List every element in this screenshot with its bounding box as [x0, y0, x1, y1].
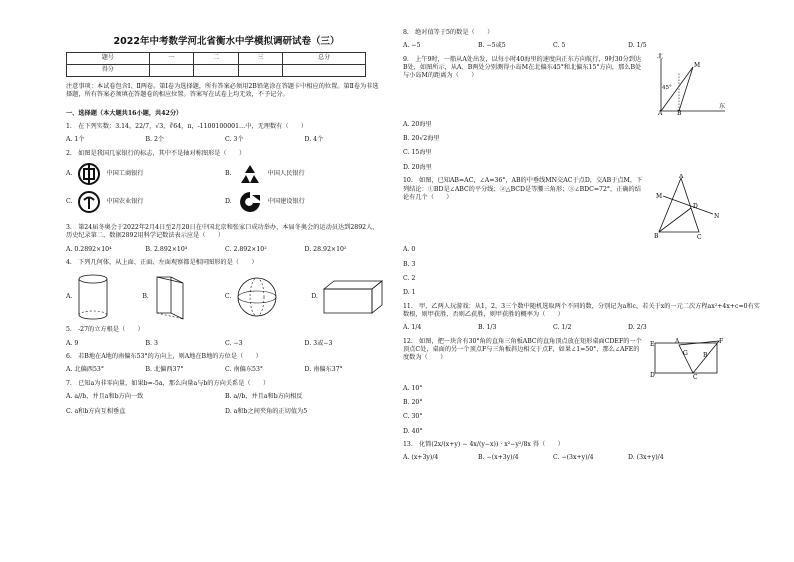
option[interactable]: D. 1/5 [628, 42, 647, 50]
option[interactable]: C. 南偏东53° [225, 366, 263, 374]
question-9-block [403, 51, 784, 115]
option-prism[interactable] [142, 273, 193, 321]
option[interactable]: A. 10° [403, 384, 423, 392]
option[interactable]: C. 2 [403, 274, 416, 282]
option-letter: C. [66, 197, 73, 205]
option[interactable]: D. 2/3 [628, 324, 647, 332]
ccb-logo-icon [238, 191, 262, 213]
question-1: 1. 在下列实数：3.14，22/7，√3，∛64，π，-1100100001…中，无理数有（ ） [66, 122, 308, 130]
option[interactable]: C. 3个 [225, 136, 244, 144]
question-6: 6. 若B地在A地的南偏东53°的方向上，则A地在B地的方位是（ ） [66, 353, 262, 361]
option-letter: A. [66, 169, 73, 177]
q12-figure [649, 335, 729, 379]
option[interactable]: B. a//b，并且a和b方向相反 [225, 393, 303, 401]
option[interactable]: D. a和b之间夹角的正切值为5 [225, 407, 308, 415]
abc-logo-icon [78, 191, 100, 213]
option[interactable]: D. 南偏东37° [304, 366, 343, 374]
option[interactable]: B. 20√2海里 [403, 135, 440, 143]
option[interactable]: B. 北偏西37° [145, 366, 184, 374]
score-cell[interactable] [283, 64, 366, 76]
option[interactable]: A. 20海里 [403, 120, 432, 128]
option[interactable]: D. 40° [403, 427, 423, 435]
option[interactable]: A. 9 [66, 339, 79, 347]
icbc-logo-icon [78, 163, 100, 185]
label-D: D [693, 203, 698, 211]
option-ccb[interactable] [225, 191, 384, 213]
option[interactable]: B. 2个 [145, 136, 165, 144]
label-A: A [675, 337, 680, 345]
option[interactable]: C. −3 [225, 339, 243, 347]
option-letter: A. [66, 293, 73, 301]
option[interactable]: D. 3或−3 [304, 339, 333, 347]
option[interactable]: A. 北偏西53° [66, 366, 104, 374]
option[interactable]: B. 3 [403, 260, 416, 268]
option[interactable]: B. 3 [145, 339, 158, 347]
sphere-icon [235, 275, 279, 319]
score-cell[interactable] [238, 64, 283, 76]
question-10-options [403, 246, 784, 297]
label-G: G [683, 349, 688, 357]
question-7: 7. 已知a为非零向量，如果b=-5a，那么向量a与b的方向关系是（ ） [66, 379, 270, 387]
label-E: E [650, 340, 655, 348]
question-12-block [403, 333, 784, 379]
label-D: D [650, 371, 655, 379]
option[interactable]: C. −(3x+y)/4 [553, 454, 594, 462]
label-A: A [679, 174, 684, 181]
option[interactable]: A. 1个 [66, 136, 85, 144]
bank-name: 中国建设银行 [267, 197, 305, 205]
option-cuboid[interactable] [311, 279, 386, 315]
score-cell[interactable] [194, 64, 239, 76]
label-north: 北 [657, 52, 664, 60]
triangular-prism-icon [153, 273, 193, 321]
option[interactable]: B. −(x+3y)/4 [478, 454, 519, 462]
option[interactable]: A. (x+3y)/4 [403, 454, 439, 462]
label-angle: 45° [662, 84, 672, 91]
option[interactable]: D. 20海里 [403, 163, 432, 171]
section-heading: 一、选择题（本大题共16小题，共42分） [66, 109, 183, 117]
question-6-options [66, 366, 384, 374]
option[interactable]: A. a//b，并且a和b方向一致 [66, 393, 144, 401]
option-sphere[interactable] [225, 275, 279, 319]
cuboid-icon [322, 279, 386, 315]
score-table [66, 52, 366, 77]
question-7-options [66, 393, 384, 422]
score-row-label: 得分 [67, 64, 150, 76]
question-3-options [66, 246, 384, 254]
q9-figure [649, 53, 729, 115]
instructions: 注意事项：本试卷包含Ⅰ、Ⅱ两卷。第Ⅰ卷为选择题，所有答案必须用2B铅笔涂在答题卡中相应的位置。第Ⅱ卷为非选择题，所有答案必须填在答题卷的相应位置。答案写在试卷上均无效，不予记分。 [66, 82, 379, 99]
option-letter: D. [311, 293, 318, 301]
option[interactable]: B. 20° [403, 399, 423, 407]
option[interactable]: C. 15海里 [403, 149, 432, 157]
question-4-options [66, 273, 386, 321]
label-C: C [693, 373, 698, 379]
option-pboc[interactable] [225, 163, 384, 185]
option-abc[interactable] [66, 191, 225, 213]
q10-figure [651, 174, 723, 240]
option-letter: D. [225, 197, 232, 205]
option[interactable]: D. 1 [403, 289, 416, 297]
question-10-block [403, 172, 784, 240]
score-cell[interactable] [149, 64, 194, 76]
score-header-cell: 三 [238, 52, 283, 64]
question-11-options [403, 324, 703, 332]
question-2: 2. 如图是我国几家银行的标志，其中不是轴对称图形是（ ） [66, 149, 246, 157]
option-icbc[interactable] [66, 163, 225, 185]
option[interactable]: A. −5 [403, 42, 421, 50]
score-header-cell: 题号 [67, 52, 150, 64]
option[interactable]: D. (3x+y)/4 [628, 454, 664, 462]
question-2-options [66, 163, 384, 219]
option[interactable]: C. 30° [403, 413, 423, 421]
option-letter: B. [142, 293, 149, 301]
bank-name: 中国农业银行 [106, 197, 144, 205]
option-cylinder[interactable] [66, 273, 110, 321]
option[interactable]: D. 4个 [304, 136, 324, 144]
option[interactable]: C. 2.892×10² [225, 245, 267, 253]
question-9: 9. 上午9时，一船从A处出发，以每小时40海里的速度向正东方向航行，9时30分到达B处，如图所示，从A、B两处分别测得小岛M在北偏东45°和北偏东15°方向，那么B处与小岛M的距离为（ ） [403, 55, 642, 80]
question-13: 13. 化简(2x/(x+y) − 4x/(y−x)) · x²−y²/8x 得（ ） [403, 441, 564, 449]
question-5-options [66, 340, 384, 348]
option[interactable]: C. 1/2 [553, 324, 572, 332]
cylinder-icon [76, 273, 110, 321]
question-8-options [403, 42, 703, 50]
question-8: 8. 绝对值等于5的数是（ ） [403, 29, 494, 36]
right-page [397, 0, 794, 562]
bank-name: 中国工商银行 [106, 169, 144, 177]
question-11: 11. 甲、乙两人玩游戏：从1，2，3三个数中随机选取两个不同的数，分别记为a和c，若关于x的一元二次方程ax²+4x+c=0有实数根，则甲获胜，否则乙获胜，则甲获胜的概率为（ ） [403, 302, 760, 318]
option[interactable]: C. 5 [553, 42, 566, 50]
label-M: M [656, 193, 663, 201]
score-header-cell: 一 [149, 52, 194, 64]
option[interactable]: A. 1/4 [403, 324, 422, 332]
question-12: 12. 如图，把一块含有30°角的直角三角板ABC的直角顶点放在矩形桌面CDEF的一个顶点C处，桌面的另一个顶点F与三角板斜边相交于点F，如果∠1=50°，那么∠AFE的度数为（ ） [403, 337, 642, 362]
option-letter: B. [225, 169, 232, 177]
question-3: 3. 第24届冬奥会于2022年2月4日至2月20日在中国北京和张家口成功举办，本届冬奥会的运动员达到2892人，历史纪录第二，数据2892用科学记数法表示应是（ ） [66, 223, 379, 240]
score-header-cell: 二 [194, 52, 239, 64]
label-B: B [677, 109, 682, 115]
label-C: C [697, 234, 702, 241]
question-4: 4. 下列几何体，从上面、正面、左面观察都是相同图形的是（ ） [66, 259, 258, 267]
score-header-cell: 总分 [283, 52, 366, 64]
label-east: 东 [719, 102, 726, 110]
question-1-options [66, 136, 384, 144]
option[interactable]: B. −5或5 [478, 42, 506, 50]
option[interactable]: A. 0 [403, 246, 416, 254]
question-10: 10. 如图，已知AB=AC，∠A=36°，AB的中垂线MN交AC于点D，交AB于点M，下列结论：①BD是∠ABC的平分线；②△BCD是等腰三角形；③∠BDC=72°，正确的结论有几个（ ） [403, 177, 643, 201]
question-5: 5. -27的立方根是（ ） [66, 326, 144, 334]
option[interactable]: B. 1/3 [478, 324, 497, 332]
label-A: A [658, 109, 663, 115]
question-13-options [403, 454, 703, 462]
question-9-options [403, 121, 784, 172]
label-N: N [714, 213, 720, 221]
label-M: M [694, 61, 701, 69]
option-letter: C. [224, 293, 232, 301]
option[interactable]: B. 2.892×10³ [145, 245, 188, 253]
exam-title: 2022年中考数学河北省衡水中学模拟调研试卷（三） [113, 36, 340, 47]
option[interactable]: A. 0.2892×10⁴ [66, 245, 112, 253]
bank-name: 中国人民银行 [267, 169, 305, 177]
option[interactable]: C. a和b方向互相垂直 [66, 407, 126, 415]
pboc-logo-icon [238, 163, 262, 185]
option[interactable]: D. 28.92×10² [304, 245, 347, 253]
question-12-options [403, 385, 784, 436]
label-B: B [703, 351, 708, 359]
label-F: F [719, 337, 724, 345]
label-B: B [654, 233, 659, 241]
